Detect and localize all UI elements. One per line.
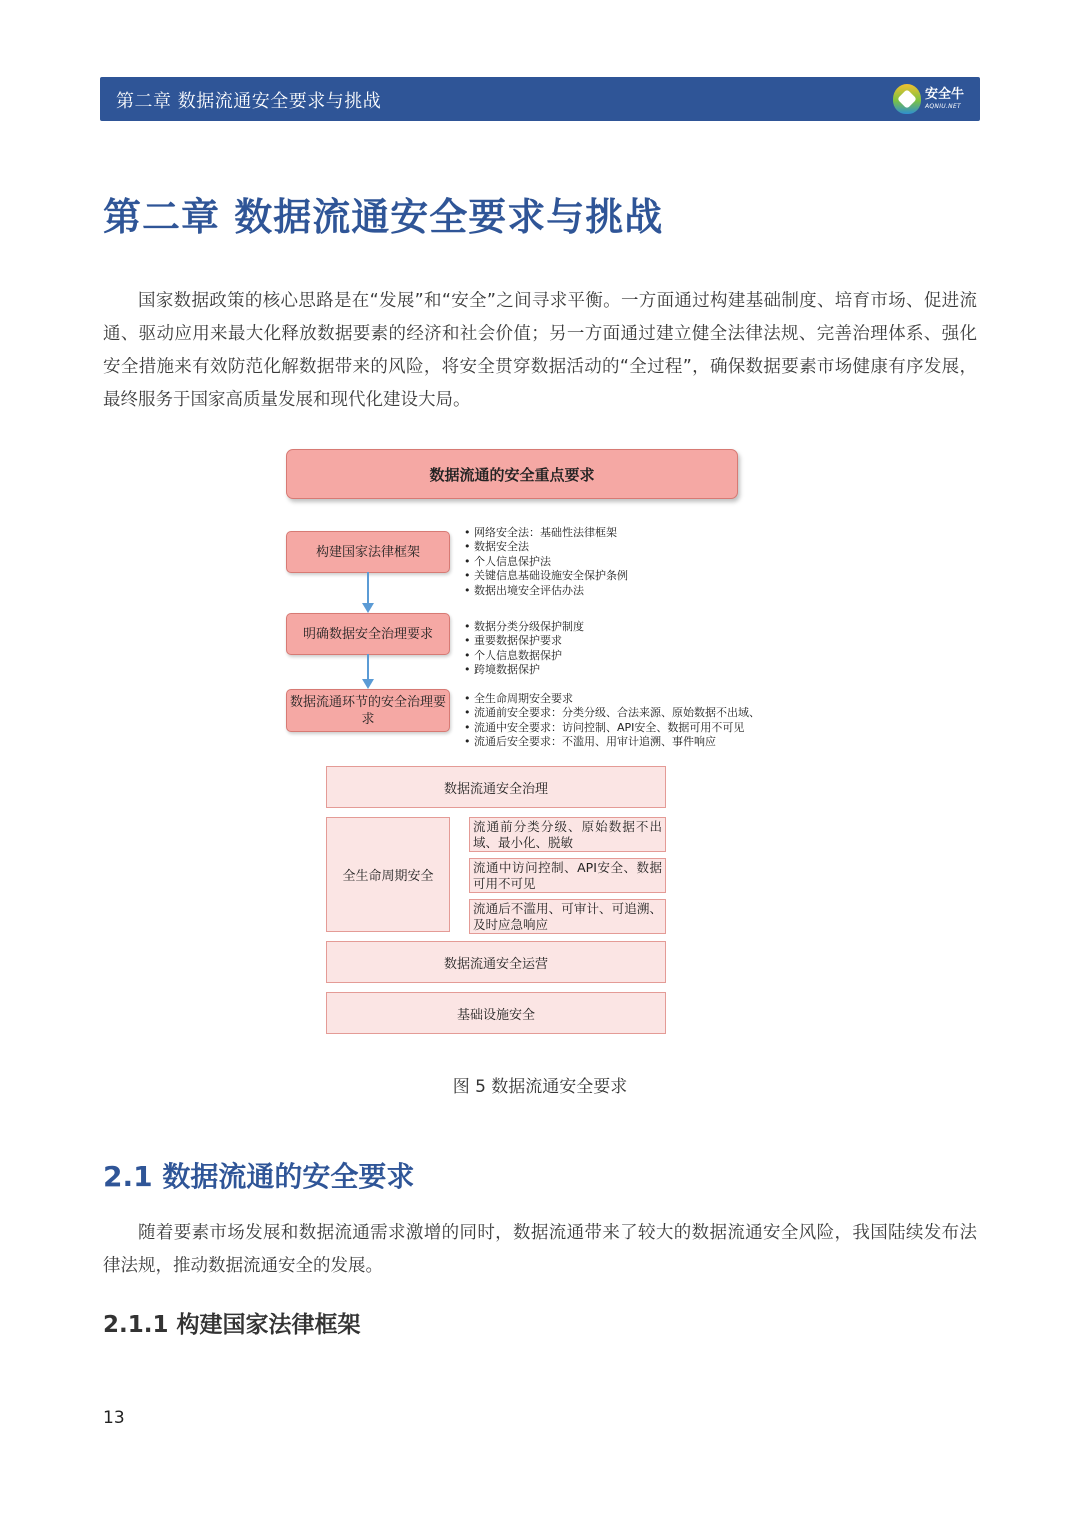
layer-infrastructure: 基础设施安全 [326, 992, 666, 1034]
page-number: 13 [103, 1408, 125, 1428]
bullet-item: • 数据出境安全评估办法 [464, 584, 628, 598]
bullet-item: • 关键信息基础设施安全保护条例 [464, 569, 628, 583]
subsection-title: 2.1.1 构建国家法律框架 [103, 1312, 361, 1338]
figure-step-legal-framework: 构建国家法律框架 [286, 531, 450, 573]
figure-bullets-governance-requirements [464, 620, 584, 678]
brand-logo [893, 81, 964, 117]
bullet-item: • 个人信息保护法 [464, 555, 628, 569]
shield-logo-icon [893, 84, 921, 114]
header-title: 第二章 数据流通安全要求与挑战 [116, 91, 382, 112]
page-header [100, 77, 980, 121]
bullet-item: • 个人信息数据保护 [464, 649, 584, 663]
bullet-item: • 流通前安全要求：分类分级、合法来源、原始数据不出域、 [464, 706, 760, 720]
bullet-item: • 流通中安全要求：访问控制、API安全、数据可用不可见 [464, 721, 760, 735]
figure-bullets-circulation-governance [464, 692, 760, 750]
bullet-item: • 网络安全法：基础性法律框架 [464, 526, 628, 540]
brand-subtitle: AQNIU.NET [924, 103, 962, 110]
figure-bullets-legal-framework [464, 526, 628, 598]
layer-lifecycle: 全生命周期安全 [326, 817, 450, 932]
down-arrow-icon [360, 572, 376, 613]
bullet-item: • 全生命周期安全要求 [464, 692, 760, 706]
layer-operations: 数据流通安全运营 [326, 941, 666, 983]
intro-paragraph: 国家数据政策的核心思路是在“发展”和“安全”之间寻求平衡。一方面通过构建基础制度、培育市场、促进流通、驱动应用来最大化释放数据要素的经济和社会价值；另一方面通过建立健全法律法规、完善治理体系、强化安全措施来有效防范化解数据带来的风险，将安全贯穿数据活动的“全过程”，确保数据要素市场健康有序发展，最终服务于国家高质量发展和现代化建设大局。 [103, 291, 977, 410]
lifecycle-item-post: 流通后不滥用、可审计、可追溯、及时应急响应 [469, 899, 666, 934]
bullet-item: • 数据安全法 [464, 540, 628, 554]
lifecycle-item-during: 流通中访问控制、API安全、数据可用不可见 [469, 858, 666, 893]
bullet-item: • 跨境数据保护 [464, 663, 584, 677]
brand-name: 安全牛 [924, 87, 964, 102]
figure-top-title: 数据流通的安全重点要求 [286, 449, 738, 499]
bullet-item: • 流通后安全要求：不滥用、用审计追溯、事件响应 [464, 735, 760, 749]
figure-step-governance-requirements: 明确数据安全治理要求 [286, 613, 450, 655]
figure-caption: 图 5 数据流通安全要求 [452, 1077, 628, 1097]
chapter-title: 第二章 数据流通安全要求与挑战 [103, 195, 664, 239]
lifecycle-item-pre: 流通前分类分级、原始数据不出域、最小化、脱敏 [469, 817, 666, 852]
bullet-item: • 数据分类分级保护制度 [464, 620, 584, 634]
down-arrow-icon [360, 654, 376, 689]
section-title: 2.1 数据流通的安全要求 [103, 1160, 415, 1193]
layer-governance: 数据流通安全治理 [326, 766, 666, 808]
section-paragraph: 随着要素市场发展和数据流通需求激增的同时，数据流通带来了较大的数据流通安全风险，我国陆续发布法律法规，推动数据流通安全的发展。 [103, 1223, 977, 1276]
bullet-item: • 重要数据保护要求 [464, 634, 584, 648]
figure-step-circulation-governance: 数据流通环节的安全治理要求 [286, 689, 450, 732]
